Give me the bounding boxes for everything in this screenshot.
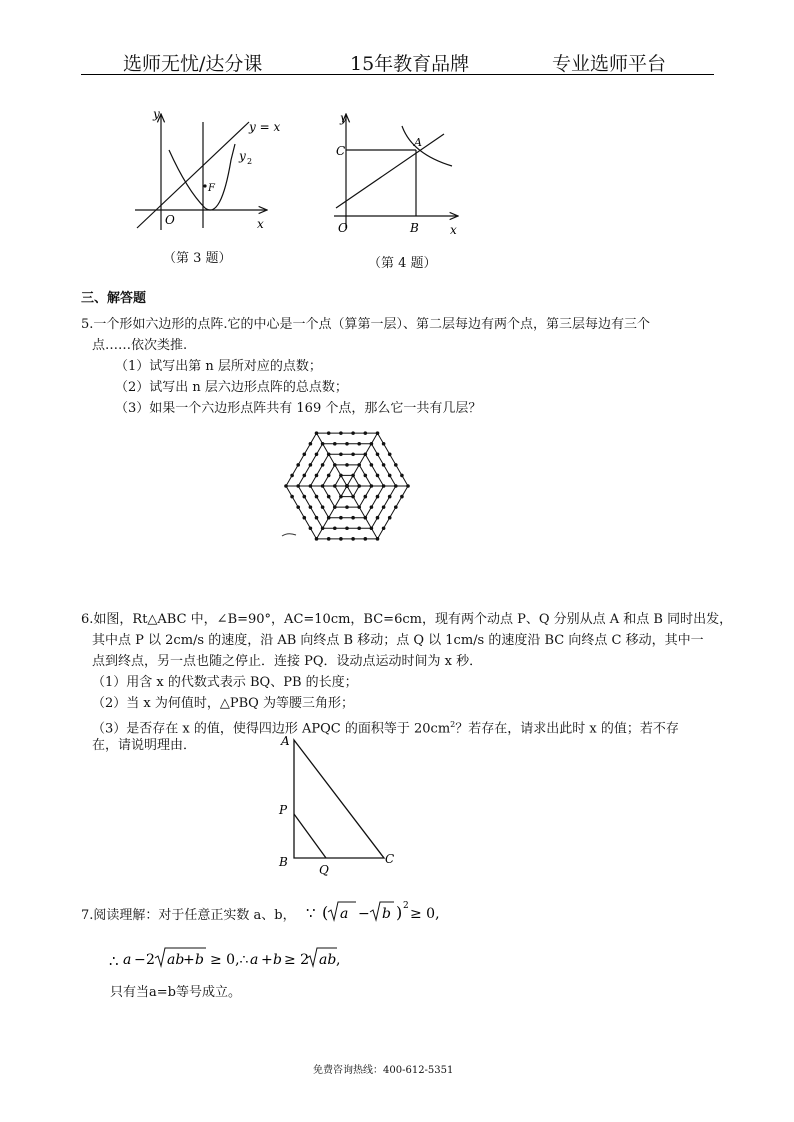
fig4-b-label: B <box>410 221 419 235</box>
lattice-dot <box>309 463 313 467</box>
q7-formula-1 <box>320 896 440 928</box>
lattice-dot <box>333 442 337 446</box>
q7-therefore: ∴ <box>109 952 119 970</box>
lattice-dot <box>388 453 392 457</box>
lattice-dot <box>327 495 331 499</box>
svg-text:b: b <box>273 952 282 968</box>
lattice-dot <box>339 516 343 520</box>
lattice-dot <box>394 505 398 509</box>
fig3-caption: （第 3 题） <box>163 251 232 266</box>
svg-text:ab: ab <box>319 952 337 968</box>
triangle-abc <box>294 740 384 858</box>
label-p: P <box>279 803 288 817</box>
lattice-dot <box>345 463 349 467</box>
q7-line-1: 7.阅读理解：对于任意正实数 a、b， <box>81 908 296 923</box>
lattice-dot <box>364 474 368 478</box>
lattice-dot <box>309 442 313 446</box>
svg-text:b: b <box>382 906 391 922</box>
lattice-dot <box>327 474 331 478</box>
lattice-dot <box>339 537 343 541</box>
fig4-x-label: x <box>450 223 457 237</box>
lattice-dot <box>333 526 337 530</box>
q6-sub-3-cont: 在，请说明理由． <box>92 738 197 753</box>
lattice-dot <box>315 474 319 478</box>
lattice-dot <box>351 453 355 457</box>
svg-text:+: + <box>183 952 195 968</box>
fig4-line <box>336 134 444 208</box>
fig3-x-label: x <box>257 217 264 231</box>
header-center: 15年教育品牌 <box>350 53 470 75</box>
lattice-dot <box>400 474 404 478</box>
lattice-dot <box>290 474 294 478</box>
lattice-dot <box>351 537 355 541</box>
svg-text:≥ 2: ≥ 2 <box>284 952 310 968</box>
q7-formula-2-text: a − 2√ab + b ≥ 0, ∴ a + b ≥ 2√ab, <box>122 944 140 945</box>
lattice-dot <box>351 516 355 520</box>
section-title: 三、解答题 <box>81 291 147 306</box>
lattice-dot <box>321 463 325 467</box>
hexagon-lattice-figure <box>280 426 430 552</box>
svg-text:2: 2 <box>146 952 155 968</box>
lattice-dot <box>364 537 368 541</box>
lattice-dot <box>321 505 325 509</box>
label-c: C <box>385 852 395 866</box>
fig3-point-label: F <box>208 183 215 194</box>
svg-text:(: ( <box>322 903 329 922</box>
lattice-dot <box>315 495 319 499</box>
lattice-dot <box>345 505 349 509</box>
footer-hotline: 免费咨询热线：400-612-5351 <box>313 1065 454 1076</box>
fig3-line-y-equals-x <box>137 122 249 228</box>
lattice-dot <box>345 442 349 446</box>
svg-text:2: 2 <box>403 901 409 911</box>
svg-text:a: a <box>340 906 349 922</box>
lattice-dot <box>376 495 380 499</box>
lattice-dot <box>382 463 386 467</box>
q6-line-2: 其中点 P 以 2cm/s 的速度，沿 AB 向终点 B 移动；点 Q 以 1cm/s 的速度沿 BC 向终点 C 移动，其中一 <box>92 633 704 648</box>
lattice-dot <box>327 537 331 541</box>
svg-text:a: a <box>123 952 132 968</box>
q5-sub-3: （3）如果一个六边形点阵共有 169 个点，那么它一共有几层？ <box>115 401 482 416</box>
lattice-dot <box>382 526 386 530</box>
svg-text:ab: ab <box>167 952 185 968</box>
fig3-point-f <box>203 184 206 187</box>
q5-line-2: 点……依次类推. <box>92 338 188 353</box>
lattice-dot <box>303 495 307 499</box>
segment-pq <box>294 814 326 858</box>
lattice-dot <box>351 431 355 435</box>
fig3-origin: O <box>165 213 175 227</box>
lattice-dot <box>309 526 313 530</box>
fig3-curve-subscript: 2 <box>247 157 253 166</box>
fig3-line-label: y = x <box>249 120 281 134</box>
fig3-parabola <box>169 144 235 210</box>
q5-sub-2: （2）试写出 n 层六边形点阵的总点数； <box>115 380 348 395</box>
svg-text:b: b <box>195 952 204 968</box>
q5-sub-1: （1）试写出第 n 层所对应的点数； <box>115 359 322 374</box>
label-q: Q <box>319 863 329 876</box>
lattice-dot <box>400 495 404 499</box>
fig4-caption: （第 4 题） <box>368 256 437 271</box>
q7-line-3: 只有当a=b等号成立。 <box>110 985 241 1000</box>
label-b: B <box>279 855 288 869</box>
lattice-dot <box>382 442 386 446</box>
q7-formula-2 <box>122 944 342 974</box>
lattice-dot <box>382 505 386 509</box>
lattice-dot <box>364 431 368 435</box>
q6-line-3: 点到终点，另一点也随之停止．连接 PQ．设动点运动时间为 x 秒． <box>92 654 483 669</box>
lattice-dot <box>376 474 380 478</box>
lattice-center-dot <box>345 484 349 488</box>
svg-text:+: + <box>261 952 273 968</box>
stray-mark <box>280 530 300 540</box>
lattice-dot <box>296 505 300 509</box>
lattice-dot <box>315 516 319 520</box>
header-right: 专业选师平台 <box>552 53 667 75</box>
q5-line-1: 5.一个形如六边形的点阵.它的中心是一个点（算第一层）、第二层每边有两个点，第三层每边有三个 <box>81 317 651 332</box>
lattice-dot <box>376 453 380 457</box>
fig3-curve-label: y <box>239 149 246 163</box>
lattice-dot <box>303 453 307 457</box>
lattice-dot <box>370 505 374 509</box>
lattice-dot <box>296 463 300 467</box>
triangle-figure <box>270 726 410 876</box>
lattice-dot <box>388 474 392 478</box>
figure-4 <box>320 108 470 238</box>
fig4-origin: O <box>338 221 348 235</box>
svg-text:≥ 0,∴: ≥ 0,∴ <box>210 952 249 968</box>
q7-because: ∵ <box>306 904 316 922</box>
lattice-dot <box>327 431 331 435</box>
lattice-dot <box>339 453 343 457</box>
lattice-dot <box>394 463 398 467</box>
figure-3 <box>125 100 295 235</box>
q6-sub-3: （3）是否存在 x 的值，使得四边形 APQC 的面积等于 $20cm^2$？若存在，请求出此时 x 的值；若不存 <box>92 720 679 737</box>
lattice-dot <box>339 431 343 435</box>
lattice-dot <box>388 516 392 520</box>
lattice-dot <box>303 516 307 520</box>
svg-text:−: − <box>134 952 146 968</box>
svg-text:a: a <box>250 952 259 968</box>
lattice-dot <box>364 495 368 499</box>
header-left: 选师无忧/达分课 <box>123 53 263 75</box>
lattice-dot <box>315 453 319 457</box>
fig4-a-label: A <box>414 136 422 149</box>
lattice-dot <box>357 526 361 530</box>
lattice-dot <box>357 442 361 446</box>
svg-text:): ) <box>396 903 403 922</box>
q6-line-1: 6.如图，Rt△ABC 中，∠B=90°，AC=10cm，BC=6cm，现有两个动点 P、Q 分别从点 A 和点 B 同时出发， <box>81 612 733 627</box>
svg-text:−: − <box>358 906 370 922</box>
lattice-dot <box>376 516 380 520</box>
svg-text:,: , <box>336 952 341 968</box>
fig3-y-label: y <box>153 107 160 121</box>
svg-text:≥ 0,: ≥ 0, <box>410 906 440 922</box>
fig4-y-label: y <box>340 111 347 125</box>
lattice-dot <box>370 463 374 467</box>
lattice-dot <box>290 495 294 499</box>
lattice-dot <box>345 526 349 530</box>
label-a: A <box>281 734 290 748</box>
lattice-dot <box>303 474 307 478</box>
q6-sub-2: （2）当 x 为何值时，△PBQ 为等腰三角形； <box>92 696 354 711</box>
lattice-dot <box>309 505 313 509</box>
fig4-c-label: C <box>336 144 346 158</box>
lattice-dot <box>388 495 392 499</box>
q6-sub-1: （1）用含 x 的代数式表示 BQ、PB 的长度； <box>92 675 358 690</box>
header-rule <box>81 74 714 75</box>
